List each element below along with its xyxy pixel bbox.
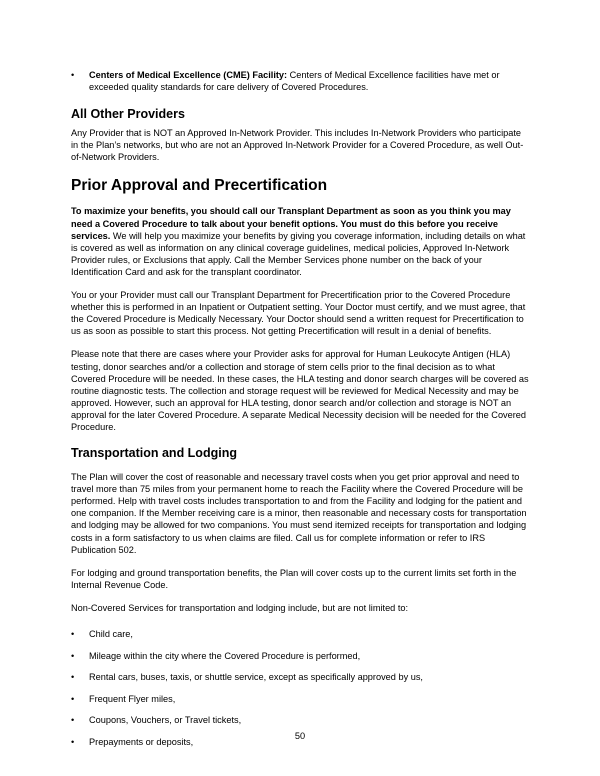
bullet-icon: • — [71, 672, 75, 682]
bullet-icon: • — [71, 715, 75, 725]
cme-definition — [89, 69, 530, 93]
transportation-heading: Transportation and Lodging — [71, 446, 237, 461]
prior-approval-p1-rest: We will help you maximize your benefits by giving you coverage information, including details on what is covered as well as information on any clinical coverage guidelines, medical policies, Approved In-Network Provider rules, or Exclusions that apply. Call the Member Services phone number on the back of your Identification Card and ask for the transplant coordinator. — [71, 230, 526, 277]
prior-approval-paragraph-2: You or your Provider must call our Transplant Department for Precertification prior to the Covered Procedure whether this is performed in an Inpatient or Outpatient setting. Your Doctor must certify, and we must agree, that the Covered Procedure is Medically Necessary. Your Doctor should send a written request for Precertification to us as soon as possible to start this process. Not getting Precertification will result in a denial of benefits. — [71, 290, 526, 337]
cme-bullet-item — [71, 69, 530, 93]
cme-term: Centers of Medical Excellence (CME) Facility: — [89, 70, 288, 80]
page-number: 50 — [294, 731, 306, 741]
list-item: • Frequent Flyer miles, — [71, 693, 176, 704]
transportation-paragraph-2: For lodging and ground transportation benefits, the Plan will cover costs up to the current limits set forth in the Internal Revenue Code. — [71, 567, 517, 590]
list-item: • Mileage within the city where the Covered Procedure is performed, — [71, 650, 361, 661]
transportation-paragraph-3: Non-Covered Services for transportation and lodging include, but are not limited to: — [71, 602, 409, 613]
bullet-icon: • — [71, 629, 75, 639]
prior-approval-paragraph-1 — [71, 205, 530, 278]
bullet-icon: • — [71, 650, 75, 661]
cme-text: Centers of Medical Excellence facilities have met or exceeded quality standards for care delivery of Covered Procedures. — [89, 70, 500, 93]
list-item: • Coupons, Vouchers, or Travel tickets, — [71, 715, 242, 725]
all-other-providers-text: Any Provider that is NOT an Approved In-Network Provider. This includes In-Network Providers who participate in the Plan’s networks, but who are not an Approved In-Network Provider for a Covered Procedure, as well Out-of-Network Providers. — [71, 128, 524, 163]
prior-approval-paragraph-3: Please note that there are cases where your Provider asks for approval for Human Leukocyte Antigen (HLA) testing, donor searches and/or a collection and storage of stem cells prior to the final decision as to what Covered Procedure will be needed. In these cases, the HLA testing and donor search charges will be covered as routine diagnostic tests. The collection and storage request will be reviewed for Medical Necessity and may be approved. However, such an approval for HLA testing, donor search and/or collection and storage is NOT an approval for the later Covered Procedure. A separate Medical Necessity decision will be needed for the Covered Procedure. — [71, 349, 529, 432]
list-item: • Child care, — [71, 629, 133, 639]
prior-approval-bold-lead: To maximize your benefits, you should call our Transplant Department as soon as you think you may need a Covered Procedure to talk about your benefit options. You must do this before you receive services. — [71, 206, 511, 241]
transportation-paragraph-1: The Plan will cover the cost of reasonable and necessary travel costs when you get prior approval and need to travel more than 75 miles from your permanent home to reach the Facility where the Covered Procedure will be performed. Help with travel costs includes transportation to and from the Facility and lodging for the patient and one companion. If the Member receiving care is a minor, then reasonable and necessary costs for transportation and lodging may be allowed for two companions. You must send itemized receipts for transportation and lodging costs in a form satisfactory to us when claims are filed. Call us for complete information or refer to IRS Publication 502. — [71, 472, 527, 555]
list-item: • Prepayments or deposits, — [71, 736, 194, 747]
bullet-icon: • — [71, 693, 75, 704]
bullet-icon: • — [71, 736, 75, 747]
all-other-providers-heading: All Other Providers — [71, 107, 185, 122]
list-item: • Rental cars, buses, taxis, or shuttle service, except as specifically approved by us, — [71, 672, 423, 682]
non-covered-services-list — [71, 628, 530, 748]
bullet-icon: • — [71, 70, 75, 80]
prior-approval-heading: Prior Approval and Precertification — [71, 177, 328, 195]
